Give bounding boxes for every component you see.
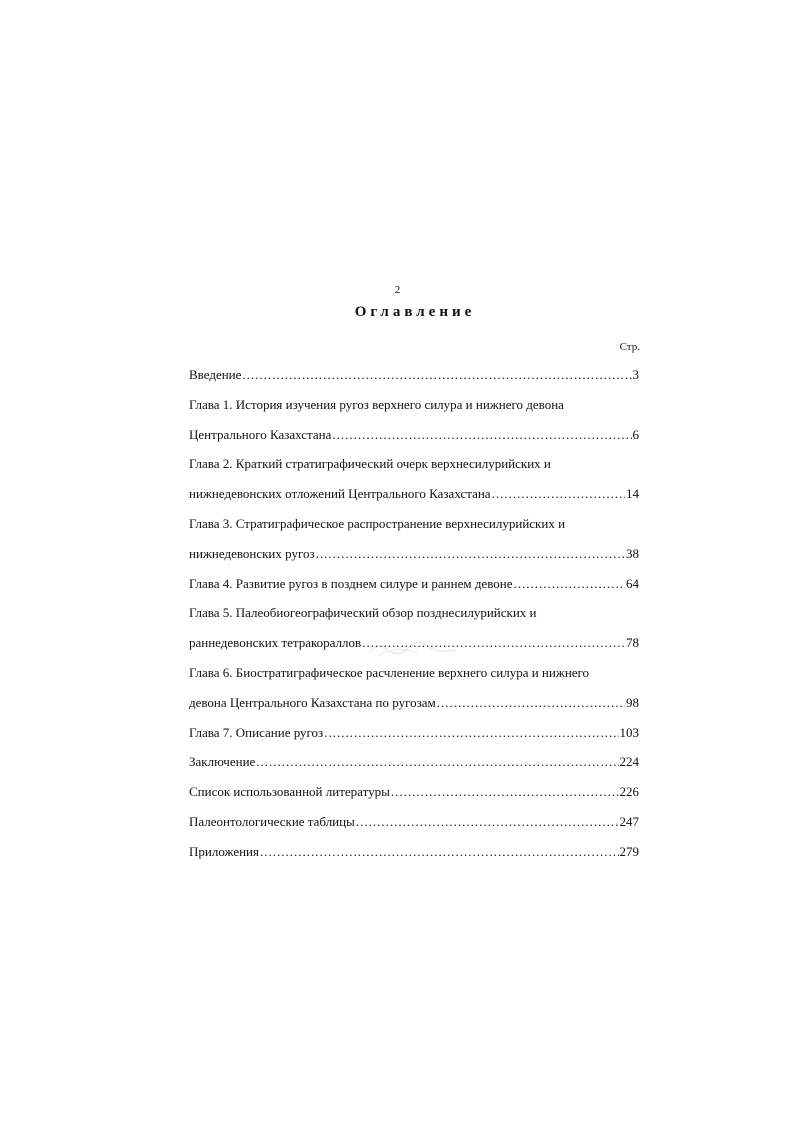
toc-entry	[189, 541, 639, 571]
toc-entry	[189, 392, 639, 422]
toc-entry-page: 103	[619, 724, 639, 740]
toc-entry-title: нижнедевонских ругоз	[189, 545, 315, 561]
toc-leader-dots	[324, 720, 618, 746]
toc-entry-page: 3	[632, 367, 639, 382]
toc-leader-dots	[260, 839, 619, 865]
toc-entry-title: Заключение	[189, 754, 256, 770]
toc-entry-title: Глава 1. История изучения ругоз верхнего силура и нижнего девона	[189, 396, 564, 412]
toc-entry-title: Глава 6. Биостратиграфическое расчленение верхнего силура и нижнего	[189, 664, 590, 680]
toc-entry-page: 224	[619, 754, 639, 770]
toc-entry-title: нижнедевонских отложений Центрального Казахстана	[189, 486, 491, 502]
toc-entry-page: 279	[619, 843, 639, 859]
toc-entry	[189, 720, 639, 750]
toc-leader-dots	[256, 749, 618, 775]
toc-entry-title: Глава 4. Развитие ругоз в позднем силуре и раннем девоне	[189, 575, 513, 591]
toc-entry-title: Список использованной литературы	[189, 784, 390, 800]
scan-smudge-icon	[368, 638, 458, 658]
toc-entry	[189, 690, 639, 720]
toc-entry-page: 98	[626, 694, 639, 710]
toc-entry-title: Глава 3. Стратиграфическое распространение верхнесилурийских и	[189, 515, 566, 531]
toc-entry	[189, 511, 639, 541]
toc-entry-page: 78	[626, 635, 639, 651]
toc-entry	[189, 809, 639, 839]
toc-entry-title: Приложения	[189, 843, 259, 859]
toc-entry-page: 64	[626, 575, 639, 591]
table-of-contents	[189, 362, 639, 869]
page-title: Оглавление	[354, 304, 476, 320]
toc-entry	[189, 749, 639, 779]
toc-entry	[189, 481, 639, 511]
toc-entry-page: 247	[619, 813, 639, 829]
toc-entry-page: 38	[626, 545, 639, 561]
toc-entry-page: 14	[626, 486, 639, 502]
toc-leader-dots	[356, 809, 619, 835]
toc-entry-title: Глава 5. Палеобиогеографический обзор позднесилурийских и	[189, 605, 537, 621]
toc-entry-title: девона Центрального Казахстана по ругозам	[189, 694, 436, 710]
toc-entry-title: Глава 2. Краткий стратиграфический очерк верхнесилурийских и	[189, 456, 551, 472]
toc-entry-page: 226	[619, 784, 639, 800]
toc-entry-title: Глава 7. Описание ругоз	[189, 724, 324, 740]
toc-leader-dots	[242, 362, 631, 388]
toc-entry	[189, 779, 639, 809]
toc-entry	[189, 660, 639, 690]
toc-leader-dots	[332, 422, 631, 448]
page-column-label: Стр.	[619, 341, 640, 353]
page-number: 2	[394, 284, 401, 296]
toc-entry-title: раннедевонских тетракораллов	[189, 635, 362, 651]
toc-leader-dots	[316, 541, 625, 567]
toc-entry	[189, 571, 639, 601]
toc-entry	[189, 451, 639, 481]
toc-entry	[189, 362, 639, 392]
toc-entry	[189, 839, 639, 869]
toc-leader-dots	[492, 481, 625, 507]
toc-entry-title: Введение	[189, 367, 242, 382]
toc-entry	[189, 422, 639, 452]
toc-entry-title: Палеонтологические таблицы	[189, 813, 355, 829]
toc-leader-dots	[437, 690, 625, 716]
toc-leader-dots	[514, 571, 626, 597]
toc-leader-dots	[391, 779, 619, 805]
toc-entry	[189, 600, 639, 630]
toc-entry-page: 6	[632, 426, 639, 442]
toc-entry-title: Центрального Казахстана	[189, 426, 332, 442]
